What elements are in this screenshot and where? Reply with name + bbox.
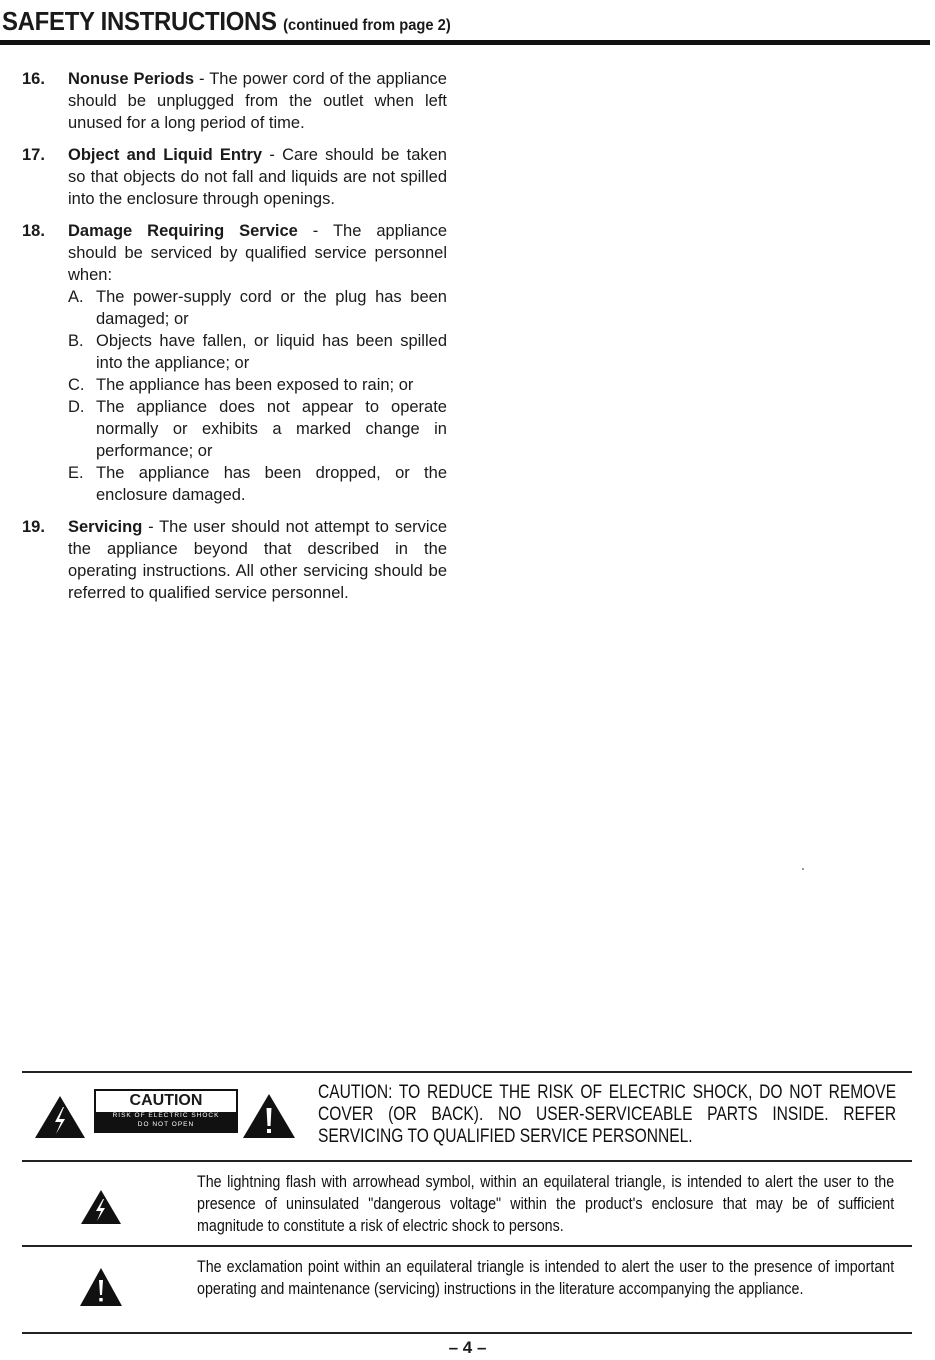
list-item-text: The power-supply cord or the plug has been damaged; or xyxy=(96,288,447,328)
page-title xyxy=(2,6,451,37)
item-number: 17. xyxy=(22,146,45,164)
list-item xyxy=(68,286,447,330)
item-text: - The power cord of the appliance should be unplugged from the outlet when left unused for a long period of time. xyxy=(68,70,447,132)
item-body xyxy=(68,68,447,134)
lightning-explanation-text: The lightning flash with arrowhead symbol, within an equilateral triangle, is intended to alert the user to the presence of uninsulated "dangerous voltage" within the product's enclosure that may be of sufficient magnitude to constitute a risk of electric shock to persons. xyxy=(197,1172,895,1235)
lightning-triangle-icon xyxy=(34,1095,86,1139)
item-number: 18. xyxy=(22,222,45,240)
caution-label-line1: RISK OF ELECTRIC SHOCK xyxy=(112,1112,220,1119)
item-body xyxy=(68,220,447,286)
page-title-text: SAFETY INSTRUCTIONS xyxy=(2,6,277,36)
list-letter: C. xyxy=(68,376,85,394)
header-rule xyxy=(0,40,930,45)
item-title: Object and Liquid Entry xyxy=(68,146,263,164)
item-title: Nonuse Periods xyxy=(68,70,195,88)
item-number: 19. xyxy=(22,518,45,536)
item-body xyxy=(68,144,447,210)
caution-label-line2: DO NOT OPEN xyxy=(137,1120,195,1128)
safety-item-16 xyxy=(22,68,447,134)
divider xyxy=(22,1245,912,1247)
list-item-text: The appliance has been dropped, or the enclosure damaged. xyxy=(96,464,447,504)
exclamation-triangle-icon xyxy=(242,1093,296,1139)
lightning-triangle-icon xyxy=(80,1189,122,1225)
list-item xyxy=(68,374,447,396)
list-item xyxy=(68,330,447,374)
caution-text: CAUTION: TO REDUCE THE RISK OF ELECTRIC SHOCK, DO NOT REMOVE COVER (OR BACK). NO USER-SERVICEABLE PARTS INSIDE. REFER SERVICING TO QUALIFIED SERVICE PERSONNEL. xyxy=(318,1082,897,1147)
caution-label-sub xyxy=(96,1112,236,1131)
item-title: Damage Requiring Service xyxy=(68,222,298,240)
list-letter: D. xyxy=(68,398,85,416)
list-letter: A. xyxy=(68,288,84,306)
divider xyxy=(22,1332,912,1334)
safety-item-18 xyxy=(22,220,447,506)
item-text: - The user should not attempt to service the appliance beyond that described in the operating instructions. All other servicing should be referred to qualified service personnel. xyxy=(68,518,447,602)
exclamation-triangle-icon xyxy=(79,1267,123,1307)
item-number: 16. xyxy=(22,70,45,88)
damage-conditions-list xyxy=(68,286,447,506)
page-number: – 4 – xyxy=(448,1338,487,1357)
exclamation-explanation-text: The exclamation point within an equilateral triangle is intended to alert the user to the presence of important operating and maintenance (servicing) instructions in the literature accompanying the appliance. xyxy=(197,1257,895,1298)
caution-label-title: CAUTION xyxy=(129,1092,203,1109)
list-item-text: The appliance has been exposed to rain; or xyxy=(96,376,414,394)
caution-label xyxy=(94,1089,238,1133)
list-letter: E. xyxy=(68,464,84,482)
item-text: - The appliance should be serviced by qualified service personnel when: xyxy=(68,222,447,284)
item-title: Servicing xyxy=(68,518,143,536)
list-item xyxy=(68,396,447,462)
list-item xyxy=(68,462,447,506)
item-text: - Care should be taken so that objects do not fall and liquids are not spilled into the enclosure through openings. xyxy=(68,146,447,208)
safety-items-list xyxy=(22,68,447,614)
safety-item-17 xyxy=(22,144,447,210)
divider xyxy=(22,1160,912,1162)
page-subtitle: (continued from page 2) xyxy=(283,17,451,34)
divider xyxy=(22,1071,912,1073)
list-letter: B. xyxy=(68,332,84,350)
item-body xyxy=(68,516,447,604)
list-item-text: Objects have fallen, or liquid has been spilled into the appliance; or xyxy=(96,332,447,372)
list-item-text: The appliance does not appear to operate normally or exhibits a marked change in performance; or xyxy=(96,398,447,460)
safety-item-19 xyxy=(22,516,447,604)
scan-speck xyxy=(802,868,804,870)
